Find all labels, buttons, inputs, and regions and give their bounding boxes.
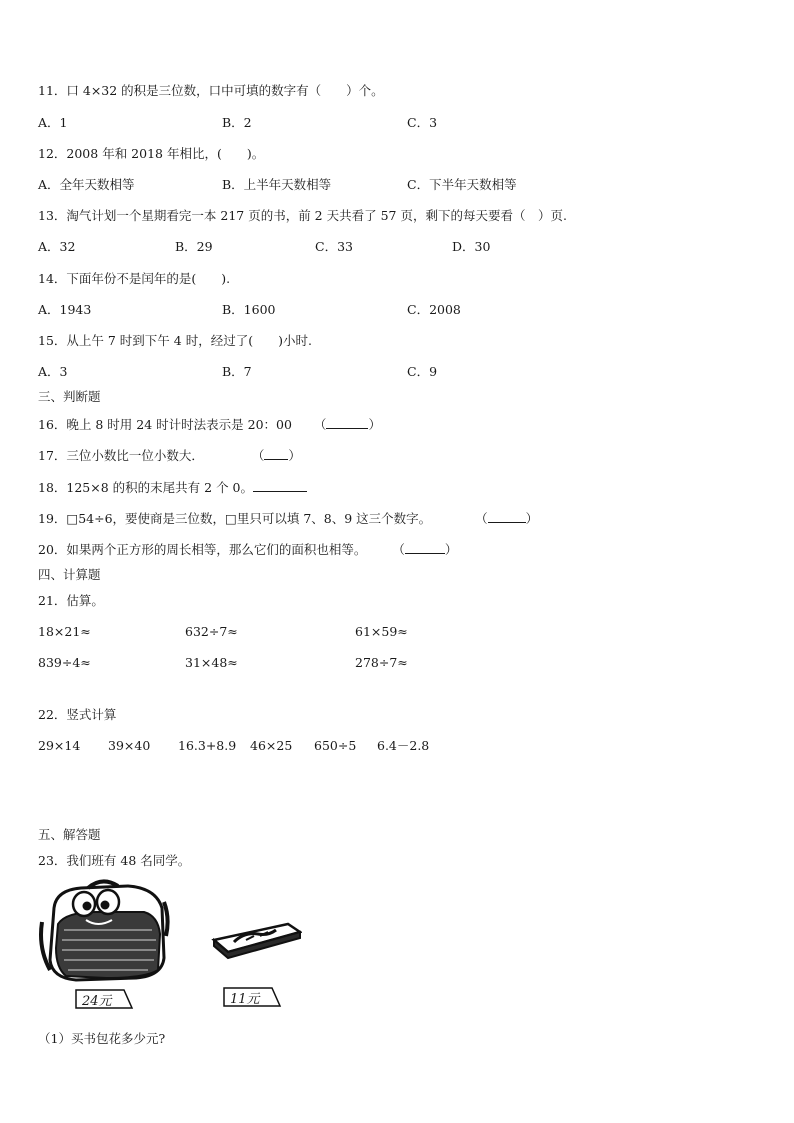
price-pencil-box: 11元: [230, 992, 260, 1007]
question-17-paren-close: ）: [288, 448, 301, 463]
question-19-answer-blank[interactable]: [488, 510, 526, 523]
question-15-option-b[interactable]: B．7: [222, 364, 252, 379]
question-14-stem: 14．下面年份不是闰年的是( ).: [38, 271, 231, 286]
question-12-stem: 12．2008 年和 2018 年相比，( )。: [38, 146, 265, 161]
question-17: [38, 447, 301, 464]
question-20: [38, 541, 457, 558]
vertical-calc-item: 6.4－2.8: [377, 738, 430, 753]
question-17-paren-open: （: [251, 448, 265, 463]
vertical-calc-item: 29×14: [38, 738, 81, 753]
question-11-option-a[interactable]: A．1: [38, 115, 68, 130]
question-16: [38, 416, 381, 433]
question-13-stem: 13．淘气计划一个星期看完一本 217 页的书，前 2 天共看了 57 页，剩下的每天要看（ ）页.: [38, 208, 567, 223]
question-14-option-b[interactable]: B．1600: [222, 302, 276, 317]
question-21-stem: 21．估算。: [38, 593, 104, 608]
question-20-paren-close: ）: [444, 542, 458, 557]
question-20-paren-open: （: [392, 542, 405, 557]
question-23-stem: 23．我们班有 48 名同学。: [38, 853, 191, 868]
question-19-paren-close: ）: [525, 511, 539, 526]
question-20-answer-blank[interactable]: [405, 541, 445, 554]
question-14-option-a[interactable]: A．1943: [38, 302, 92, 317]
question-22-stem: 22．竖式计算: [38, 707, 117, 722]
question-18: [38, 479, 307, 496]
question-17-stem: 17．三位小数比一位小数大．: [38, 448, 204, 463]
question-17-answer-blank[interactable]: [264, 447, 288, 460]
section-3-heading: 三、判断题: [38, 389, 101, 404]
price-backpack: 24元: [82, 994, 112, 1009]
question-13-option-d[interactable]: D．30: [452, 239, 491, 254]
question-15-stem: 15．从上午 7 时到下午 4 时，经过了( )小时.: [38, 333, 312, 348]
question-15-option-a[interactable]: A．3: [38, 364, 68, 379]
question-12-option-b[interactable]: B．上半年天数相等: [222, 177, 332, 192]
pencil-box-illustration: [210, 918, 302, 962]
estimate-item: 18×21≈: [38, 624, 91, 639]
vertical-calc-item: 46×25: [250, 738, 293, 753]
question-18-answer-blank[interactable]: [253, 479, 307, 492]
question-13-option-b[interactable]: B．29: [175, 239, 213, 254]
estimate-item: 61×59≈: [355, 624, 408, 639]
question-12-option-a[interactable]: A．全年天数相等: [38, 177, 135, 192]
question-15-option-c[interactable]: C．9: [407, 364, 438, 379]
estimate-item: 839÷4≈: [38, 655, 91, 670]
vertical-calc-item: 39×40: [108, 738, 151, 753]
question-23-sub-1: （1）买书包花多少元?: [38, 1031, 166, 1046]
question-11-option-c[interactable]: C．3: [407, 115, 438, 130]
section-5-heading: 五、解答题: [38, 827, 101, 842]
estimate-item: 31×48≈: [185, 655, 238, 670]
question-16-stem: 16．晚上 8 时用 24 时计时法表示是 20：00: [38, 417, 292, 432]
question-14-option-c[interactable]: C．2008: [407, 302, 461, 317]
question-16-answer-blank[interactable]: [326, 416, 368, 429]
question-19-paren-open: （: [475, 511, 488, 526]
section-4-heading: 四、计算题: [38, 567, 101, 582]
question-13-option-c[interactable]: C．33: [315, 239, 353, 254]
question-11-option-b[interactable]: B．2: [222, 115, 252, 130]
question-12-option-c[interactable]: C．下半年天数相等: [407, 177, 517, 192]
vertical-calc-item: 650÷5: [314, 738, 357, 753]
backpack-illustration: [36, 878, 170, 984]
question-11-stem: 11．口 4×32 的积是三位数，口中可填的数字有（ ）个。: [38, 83, 384, 98]
question-16-paren-open: （: [313, 417, 327, 432]
question-13-option-a[interactable]: A．32: [38, 239, 76, 254]
question-19-stem: 19．□54÷6，要使商是三位数，□里只可以填 7、8、9 这三个数字。: [38, 511, 432, 526]
estimate-item: 632÷7≈: [185, 624, 238, 639]
question-20-stem: 20．如果两个正方形的周长相等，那么它们的面积也相等。: [38, 542, 367, 557]
estimate-item: 278÷7≈: [355, 655, 408, 670]
question-18-stem: 18．125×8 的积的末尾共有 2 个 0。: [38, 480, 253, 495]
question-16-paren-close: ）: [368, 417, 381, 432]
question-19: [38, 510, 538, 527]
vertical-calc-item: 16.3+8.9: [178, 738, 237, 753]
